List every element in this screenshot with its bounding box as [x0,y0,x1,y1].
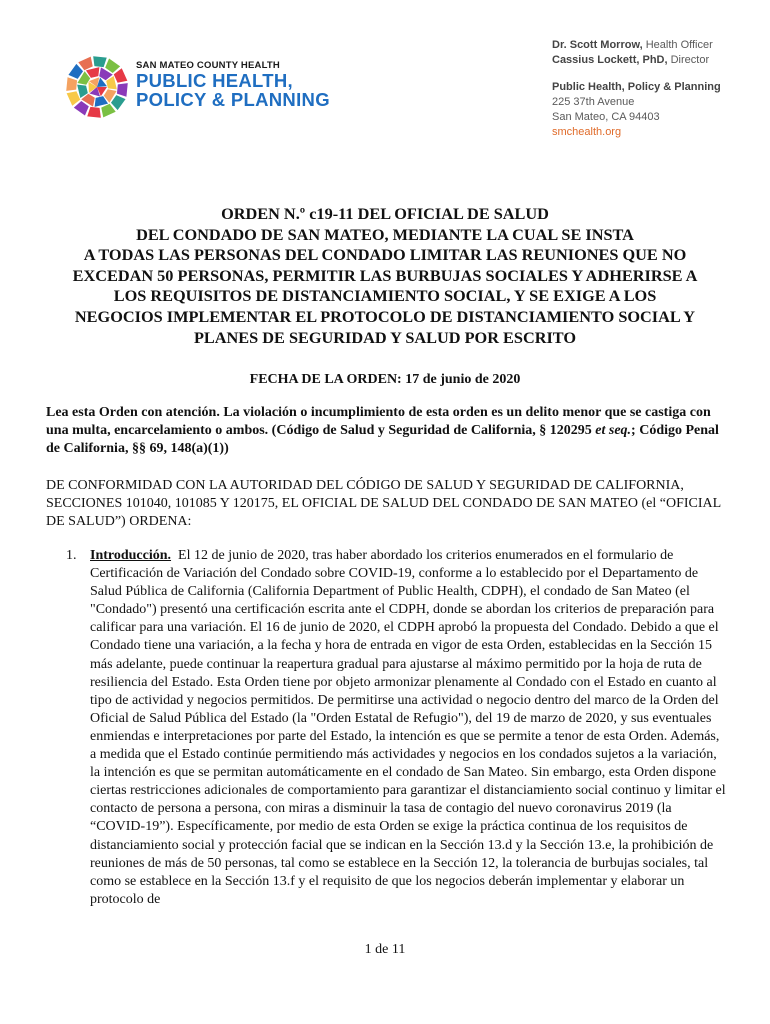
logo-tile [68,64,83,79]
order-date: FECHA DE LA ORDEN: 17 de junio de 2020 [249,372,521,387]
logo-tile [101,104,115,118]
order-title [30,204,740,348]
title-line: LOS REQUISITOS DE DISTANCIAMIENTO SOCIAL, Y SE EXIGE A LOS [113,286,657,306]
logo-tile [66,77,77,91]
title-line: ORDEN N.º c19-11 DEL OFICIAL DE SALUD [221,204,549,223]
title-line: NEGOCIOS IMPLEMENTAR EL PROTOCOLO DE DISTANCIAMIENTO SOCIAL Y [74,306,696,326]
warning-text-1: Lea esta Orden con atención. La violación o incumplimiento de esta orden es un delito menor que se castiga con una multa, encarcelamiento o ambos. (Código de Salud y Seguridad de California, § 120295 [46,405,711,438]
director-name: Cassius Lockett, PhD, [552,54,668,66]
section-heading: Introducción. [90,548,172,563]
director-line [552,53,721,68]
agency-name [136,60,330,109]
address-line-2: San Mateo, CA 94403 [552,111,660,123]
warning-italic: et seq. [595,423,632,438]
logo-tile [114,68,128,82]
logo-tile [74,101,89,116]
agency-line-1: PUBLIC HEALTH, [136,70,293,91]
agency-logo [64,54,344,126]
mosaic-logo-icon [64,54,130,120]
website-link[interactable]: smchealth.org [552,126,622,138]
logo-tile [78,57,92,71]
logo-tile [93,56,107,67]
logo-tile [111,95,126,110]
title-line: DEL CONDADO DE SAN MATEO, MEDIANTE LA CUAL SE INSTA [136,224,634,244]
address-line-1: 225 37th Avenue [552,96,635,108]
logo-tile [67,91,81,105]
logo-tile [117,83,128,97]
warning-text-2: ; Código Penal de California, §§ 69, 148(a)(1)) [46,423,719,456]
title-line: PLANES DE SEGURIDAD Y SALUD POR ESCRITO [193,327,577,347]
section-text: El 12 de junio de 2020, tras haber abordado los criterios enumerados en el formulario de Certificación de Variación del Condado sobre COVID-19, conforme a lo establecido por el Departamento de Salud Pública de California (California Department of Public Health, CDPH), el condado de San Mateo (el "Condado") presentó una certificación escrita ante el CDPH, donde se abordan los criterios de preparación para calificar para una variación. El 16 de junio de 2020, el CDPH aprobó la propuesta del Condado. Debido a que el Condado tiene una variación, a la fecha y hora de entrada en vigor de esta Orden, establecidas en la Sección 15 más adelante, puede continuar la reapertura gradual para ajustarse al máximo permitido por la hoja de ruta de resiliencia del Estado. Esta Orden tiene por objeto armonizar plenamente al Condado con el Estado en cuanto al tipo de actividad y negocios permitidos. De permitirse una actividad o negocio dentro del marco de la Orden del Oficial de Salud Pública del Estado (la "Orden Estatal de Refugio"), del 19 de marzo de 2020, y sus eventuales enmiendas e interpretaciones por parte del Estado, la intención es que se permite a tenor de esta Orden. Además, a medida que el Estado continúe permitiendo más actividades y negocios en los condados sujetos a la variación, la intención es que se permitan automáticamente en el condado de San Mateo. Sin embargo, esta Orden dispone ciertas restricciones adicionales de comportamiento para garantizar el distanciamiento social continuo y limitar el contacto de persona a persona, con miras a disminuir la tasa de contagio del nuevo coronavirus 2019 (la “COVID-19”). Específicamente, por medio de esta Orden se exige la práctica continua de los requisitos de distanciamiento social y protección facial que se indican en la Sección 13.d y la Sección 13.e, la prohibición de reuniones de más de 50 personas, tal como se establece en la Sección 12, la tolerancia de burbujas sociales, tal como se establece en la Sección 13.f y el requisito de que los negocios deberán implementar y elaborar un protocolo de [90,548,726,907]
title-line: EXCEDAN 50 PERSONAS, PERMITIR LAS BURBUJAS SOCIALES Y ADHERIRSE A [72,265,698,285]
title-line: A TODAS LAS PERSONAS DEL CONDADO LIMITAR LAS REUNIONES QUE NO [83,245,687,265]
logo-tile [105,58,120,73]
contact-block [552,38,721,140]
agency-line-2: POLICY & PLANNING [136,89,330,110]
section-body [90,547,726,909]
agency-top-label: SAN MATEO COUNTY HEALTH [136,60,280,71]
officer-name: Dr. Scott Morrow, [552,39,643,51]
officer-line [552,38,721,53]
logo-tile [87,107,101,118]
officer-title: Health Officer [645,39,713,51]
section-number: 1. [66,548,77,563]
authority-paragraph: DE CONFORMIDAD CON LA AUTORIDAD DEL CÓDIGO DE SALUD Y SEGURIDAD DE CALIFORNIA, SECCIONES 101040, 101085 Y 120175, EL OFICIAL DE SALUD DEL CONDADO DE SAN MATEO (el “OFICIAL DE SALUD”) ORDENA: [46,478,721,529]
department-name: Public Health, Policy & Planning [552,81,721,93]
page-number: 1 de 11 [364,942,406,957]
warning-paragraph [46,404,726,458]
director-title: Director [670,54,710,66]
